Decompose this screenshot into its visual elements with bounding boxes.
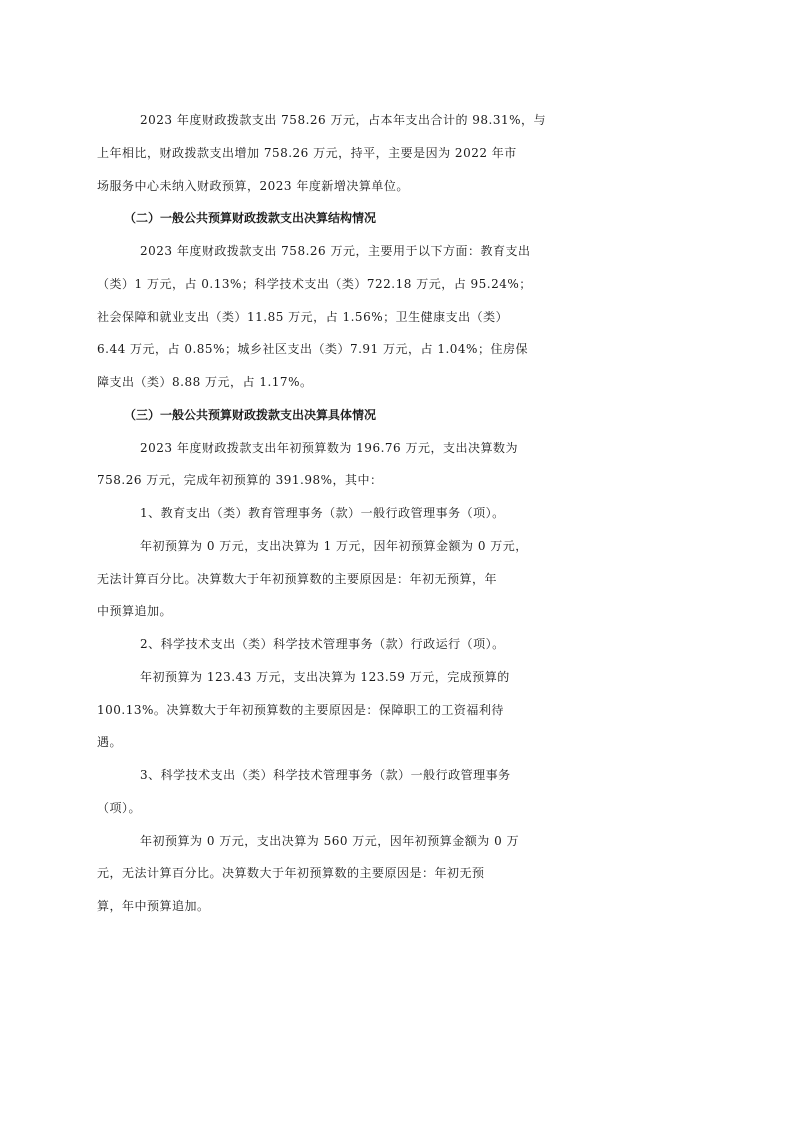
section-heading-3: （三）一般公共预算财政拨款支出决算具体情况 [124,408,377,422]
item-heading-2: 2、科学技术支出（类）科学技术管理事务（款）行政运行（项）。 [140,637,505,651]
paragraph-line: 2023 年度财政拨款支出 758.26 万元，主要用于以下方面：教育支出 [140,244,531,258]
paragraph-line: 算，年中预算追加。 [97,899,210,913]
paragraph-line: 年初预算为 123.43 万元，支出决算为 123.59 万元，完成预算的 [140,670,510,684]
paragraph-line: 上年相比，财政拨款支出增加 758.26 万元，持平，主要是因为 2022 年市 [97,146,517,160]
paragraph-line: 2023 年度财政拨款支出 758.26 万元，占本年支出合计的 98.31%，与 [140,113,547,127]
paragraph-line: 元，无法计算百分比。决算数大于年初预算数的主要原因是：年初无预 [97,866,485,880]
paragraph-line: （项）。 [97,801,142,815]
paragraph-line: 年初预算为 0 万元，支出决算为 1 万元，因年初预算金额为 0 万元， [140,539,528,553]
paragraph-line: 6.44 万元，占 0.85%；城乡社区支出（类）7.91 万元，占 1.04%；住房保 [97,342,528,356]
paragraph-line: 100.13%。决算数大于年初预算数的主要原因是：保障职工的工资福利待 [97,703,504,717]
paragraph-line: 758.26 万元，完成年初预算的 391.98%，其中： [97,473,383,487]
paragraph-line: 障支出（类）8.88 万元，占 1.17%。 [97,375,313,389]
paragraph-line: 遇。 [97,735,123,749]
paragraph-line: （类）1 万元，占 0.13%；科学技术支出（类）722.18 万元，占 95.24%； [97,277,532,291]
paragraph-line: 无法计算百分比。决算数大于年初预算数的主要原因是：年初无预算，年 [97,572,498,586]
paragraph-line: 中预算追加。 [97,604,173,618]
paragraph-line: 2023 年度财政拨款支出年初预算数为 196.76 万元，支出决算数为 [140,441,518,455]
section-heading-2: （二）一般公共预算财政拨款支出决算结构情况 [124,211,377,225]
item-heading-3: 3、科学技术支出（类）科学技术管理事务（款）一般行政管理事务 [140,768,511,782]
paragraph-line: 社会保障和就业支出（类）11.85 万元，占 1.56%；卫生健康支出（类） [97,310,509,324]
item-heading-1: 1、教育支出（类）教育管理事务（款）一般行政管理事务（项）。 [140,506,505,520]
paragraph-line: 场服务中心未纳入财政预算，2023 年度新增决算单位。 [97,179,409,193]
paragraph-line: 年初预算为 0 万元，支出决算为 560 万元，因年初预算金额为 0 万 [140,834,520,848]
